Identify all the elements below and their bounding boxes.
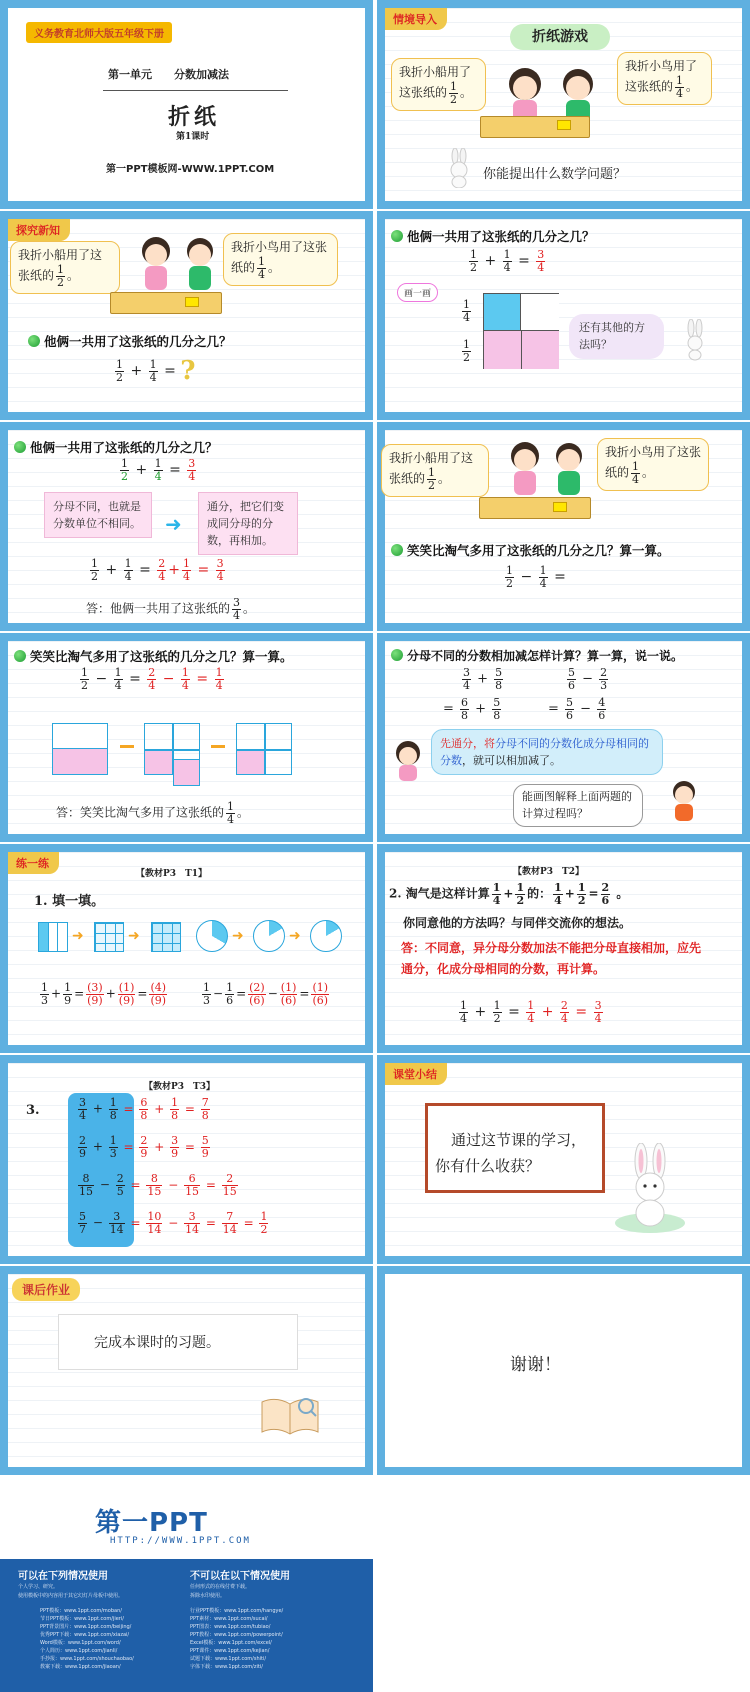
paper-icon — [553, 502, 567, 512]
slide-1[interactable] — [0, 0, 373, 209]
rabbit-icon — [621, 1143, 679, 1229]
links-left[interactable]: PPT模板：www.1ppt.com/moban/ 节日PPT模板：www.1ppt.com/jieri/ PPT背景图片：www.1ppt.com/beijing/ 优秀PPT下载：www.1ppt.com/xiazai/ Word模板：www.1ppt.com/word/ 个人简历：www.1ppt.com/jianli/ 手抄报：www.1ppt.com/shouchaobao/ 教案下载：www.1ppt.com/jiaoan/ — [40, 1608, 134, 1670]
arrow-icon: ➜ — [128, 928, 140, 944]
equation: $\frac{1}{2}$ + $\frac{1}{4}$ = $\frac{3}{4}$ — [121, 457, 196, 483]
textbook-ref: 【教材P3 T1】 — [136, 869, 207, 879]
rect-diagram-2 — [94, 922, 124, 952]
equation-b-step: = $\frac{5}{6}$ − $\frac{4}{6}$ — [548, 696, 606, 722]
bullet-icon — [391, 649, 403, 661]
table — [480, 116, 590, 138]
book-icon — [258, 1392, 322, 1438]
quarter-piece — [173, 759, 200, 786]
question-text: 笑笑比淘气多用了这张纸的几分之几？算一算。 — [14, 647, 293, 665]
item-text: 1. 填一填。 — [34, 894, 105, 909]
label-quarter: $\frac{1}{4}$ — [463, 298, 470, 324]
question-text: 你能提出什么数学问题？ — [483, 167, 627, 182]
circle-diagram-1 — [196, 920, 228, 952]
equation-steps: $\frac{1}{2}$ − $\frac{1}{4}$ = $\frac{2}{4}$ − $\frac{1}{4}$ = $\frac{1}{4}$ — [81, 666, 223, 692]
bullet-icon — [28, 335, 40, 347]
can-title: 可以在下列情况使用 — [18, 1571, 108, 1582]
answer-text: 答：不同意，异分母分数加法不能把分母直接相加，应先通分，化成分母相同的分数，再计算。 — [401, 941, 702, 976]
equation-a: $\frac{3}{4}$ + $\frac{5}{8}$ — [463, 666, 503, 692]
paper-icon — [185, 297, 199, 307]
minus-icon — [120, 745, 134, 748]
page-title: 折纸 — [168, 104, 221, 130]
remain-diagram — [236, 723, 292, 775]
boy-speech-bubble: 我折小鸟用了这张纸的 $\frac{1}{4}$ 。 — [597, 438, 709, 491]
cannot-title: 不可以在以下情况使用 — [190, 1571, 290, 1582]
answer-text: 答：他俩一共用了这张纸的 $\frac{3}{4}$ 。 — [86, 596, 256, 622]
summary-line-2: 你有什么收获？ — [435, 1157, 541, 1175]
boy-speech-bubble: 我折小鸟用了这张纸的 $\frac{1}{4}$ 。 — [617, 52, 712, 105]
brand-logo: 第一PPT — [95, 1508, 208, 1538]
equation: $\frac{1}{2}$ + $\frac{1}{4}$ = ? — [116, 356, 196, 386]
site-label: 第一PPT模板网-WWW.1PPT.COM — [106, 164, 275, 175]
slide-10[interactable] — [377, 844, 750, 1053]
slide-6[interactable] — [377, 422, 750, 631]
equation-steps: $\frac{1}{2}$ + $\frac{1}{4}$ = $\frac{2}{4}$ + $\frac{1}{4}$ = $\frac{3}{4}$ — [91, 557, 224, 583]
reason-box: 分母不同，也就是分数单位不相同。 — [44, 492, 152, 538]
table — [110, 292, 222, 314]
boy-avatar — [669, 779, 699, 823]
equation: $\frac{1}{4}$ + $\frac{1}{2}$ = $\frac{1}{4}$ + $\frac{2}{4}$ = $\frac{3}{4}$ — [460, 999, 602, 1025]
question-text: 他俩一共用了这张纸的几分之几？ — [391, 227, 595, 245]
tip-bubble: 先通分，将分母不同的分数化成分母相同的分数，就可以相加减了。 — [431, 729, 663, 775]
slide-2[interactable] — [377, 0, 750, 209]
table — [479, 497, 591, 519]
links-right[interactable]: 行业PPT模板：www.1ppt.com/hangye/ PPT素材：www.1ppt.com/sucai/ PPT图表：www.1ppt.com/tubiao/ PPT教程：www.1ppt.com/powerpoint/ Excel模板：www.1ppt.com/excel/ PPT课件：www.1ppt.com/kejian/ 试题下载：www.1ppt.com/shiti/ 字体下载：www.1ppt.com/ziti/ — [190, 1608, 284, 1670]
slide-4[interactable] — [377, 211, 750, 420]
textbook-ref: 【教材P3 T3】 — [144, 1082, 215, 1092]
question-text: 他俩一共用了这张纸的几分之几？ — [14, 438, 218, 456]
question-text: 分母不同的分数相加减怎样计算？算一算，说一说。 — [391, 647, 683, 664]
equation-b: $\frac{5}{6}$ − $\frac{2}{3}$ — [568, 666, 608, 692]
divider — [103, 90, 288, 91]
draw-badge: 画一画 — [397, 283, 438, 302]
label-half: $\frac{1}{2}$ — [463, 338, 470, 364]
circle-diagram-2 — [253, 920, 285, 952]
summary-line-1: 通过这节课的学习， — [451, 1131, 587, 1149]
equation-a-step: = $\frac{6}{8}$ + $\frac{5}{8}$ — [443, 696, 501, 722]
bullet-icon — [14, 441, 26, 453]
bullet-icon — [391, 230, 403, 242]
girl-avatar — [391, 739, 425, 783]
header-badge: 义务教育北师大版五年级下册 — [26, 22, 172, 43]
slide-14[interactable] — [377, 1266, 750, 1475]
lesson-label: 第1课时 — [176, 132, 210, 142]
bullet-icon — [391, 544, 403, 556]
thanks-text: 谢谢！ — [510, 1355, 561, 1375]
equation-row-2: $\frac{2}{9}$ + $\frac{1}{3}$ = $\frac{2}{9}$ + $\frac{3}{9}$ = $\frac{5}{9}$ — [79, 1134, 209, 1160]
hint-bubble: 还有其他的方法吗？ — [569, 314, 664, 359]
equation-row-1: $\frac{3}{4}$ + $\frac{1}{8}$ = $\frac{6}{8}$ + $\frac{1}{8}$ = $\frac{7}{8}$ — [79, 1096, 209, 1122]
arrow-icon: ➜ — [232, 928, 244, 944]
bullet-icon — [14, 650, 26, 662]
half-diagram — [52, 723, 108, 775]
question-text: 他俩一共用了这张纸的几分之几？ — [28, 332, 232, 350]
equation: $\frac{1}{2}$ − $\frac{1}{4}$ = — [506, 564, 566, 590]
brand-url: HTTP://WWW.1PPT.COM — [110, 1536, 251, 1546]
section-tag: 情境导入 — [385, 8, 447, 30]
equation: $\frac{1}{2}$ + $\frac{1}{4}$ = $\frac{3}{4}$ — [470, 248, 545, 274]
slide-9[interactable] — [0, 844, 373, 1053]
item-number: 3. — [26, 1103, 40, 1118]
rabbit-icon — [683, 319, 707, 361]
equation-row-3: $\frac{8}{15}$ − $\frac{2}{5}$ = $\frac{8}{15}$ − $\frac{6}{15}$ = $\frac{2}{15}$ — [79, 1172, 237, 1198]
rect-diagram-3 — [151, 922, 181, 952]
girl-speech-bubble: 我折小船用了这张纸的 $\frac{1}{2}$ 。 — [381, 444, 489, 497]
slide-5[interactable] — [0, 422, 373, 631]
slide-11[interactable] — [0, 1055, 373, 1264]
section-tag: 练一练 — [8, 852, 59, 874]
girl-speech-bubble: 我折小船用了这张纸的 $\frac{1}{2}$ 。 — [391, 58, 486, 111]
question-text: 笑笑比淘气多用了这张纸的几分之几？算一算。 — [391, 541, 670, 559]
equation-row-4: $\frac{5}{7}$ − $\frac{3}{14}$ = $\frac{10}{14}$ − $\frac{3}{14}$ = $\frac{7}{14}$ = $\frac{1}{2}$ — [79, 1210, 268, 1236]
slide-8[interactable] — [377, 633, 750, 842]
circle-diagram-3 — [310, 920, 342, 952]
homework-text: 完成本课时的习题。 — [94, 1335, 220, 1351]
cannot-list: 任何形式的在线付费下载。 拆除水印使用。 — [190, 1584, 251, 1599]
boy-speech-bubble: 我折小鸟用了这张纸的 $\frac{1}{4}$ 。 — [223, 233, 338, 286]
slide-13[interactable] — [0, 1266, 373, 1475]
footer-ad — [0, 1482, 373, 1692]
footer-bar — [0, 1559, 373, 1692]
ask-bubble: 能画图解释上面两题的计算过程吗？ — [513, 784, 643, 827]
arrow-icon: ➜ — [165, 512, 182, 536]
paper-icon — [557, 120, 571, 130]
answer-text: 答：笑笑比淘气多用了这张纸的 $\frac{1}{4}$ 。 — [56, 800, 250, 826]
girl-speech-bubble: 我折小船用了这张纸的 $\frac{1}{2}$ 。 — [10, 241, 120, 294]
slide-12[interactable] — [377, 1055, 750, 1264]
ask-text: 你同意他的方法吗？与同伴交流你的想法。 — [403, 916, 632, 930]
equation-2: $\frac{1}{3}$ − $\frac{1}{6}$ = $\frac{(2)}{(6)}$ − $\frac{(1)}{(6)}$ = $\frac{(1)}{(6)}$ — [203, 981, 329, 1007]
equation-1: $\frac{1}{3}$ + $\frac{1}{9}$ = $\frac{(3)}{(9)}$ + $\frac{(1)}{(9)}$ = $\frac{(4)}{(9)}$ — [41, 981, 167, 1007]
rect-diagram-1 — [38, 922, 68, 952]
square-diagram — [483, 293, 559, 369]
arrow-icon: ➜ — [72, 928, 84, 944]
slide-7[interactable] — [0, 633, 373, 842]
section-tag: 探究新知 — [8, 219, 70, 241]
arrow-icon: ➜ — [289, 928, 301, 944]
section-tag: 课后作业 — [12, 1278, 80, 1301]
minus-icon — [211, 745, 225, 748]
textbook-ref: 【教材P3 T2】 — [513, 867, 584, 877]
section-tag: 课堂小结 — [385, 1063, 447, 1085]
method-box: 通分，把它们变成同分母的分数，再相加。 — [198, 492, 298, 555]
game-title: 折纸游戏 — [510, 24, 610, 50]
item-text: 2. 淘气是这样计算 $\frac{1}{4}$ + $\frac{1}{2}$ 的： $\frac{1}{4}$ + $\frac{1}{2}$ = $\frac{2}{6}$ 。 — [389, 881, 629, 907]
can-list: 个人学习、研究。 使用模板中的内容用于其它幻灯片母板中使用。 — [18, 1584, 124, 1599]
unit-title: 第一单元 分数加减法 — [108, 68, 229, 81]
rabbit-icon — [445, 148, 473, 188]
slide-3[interactable] — [0, 211, 373, 420]
